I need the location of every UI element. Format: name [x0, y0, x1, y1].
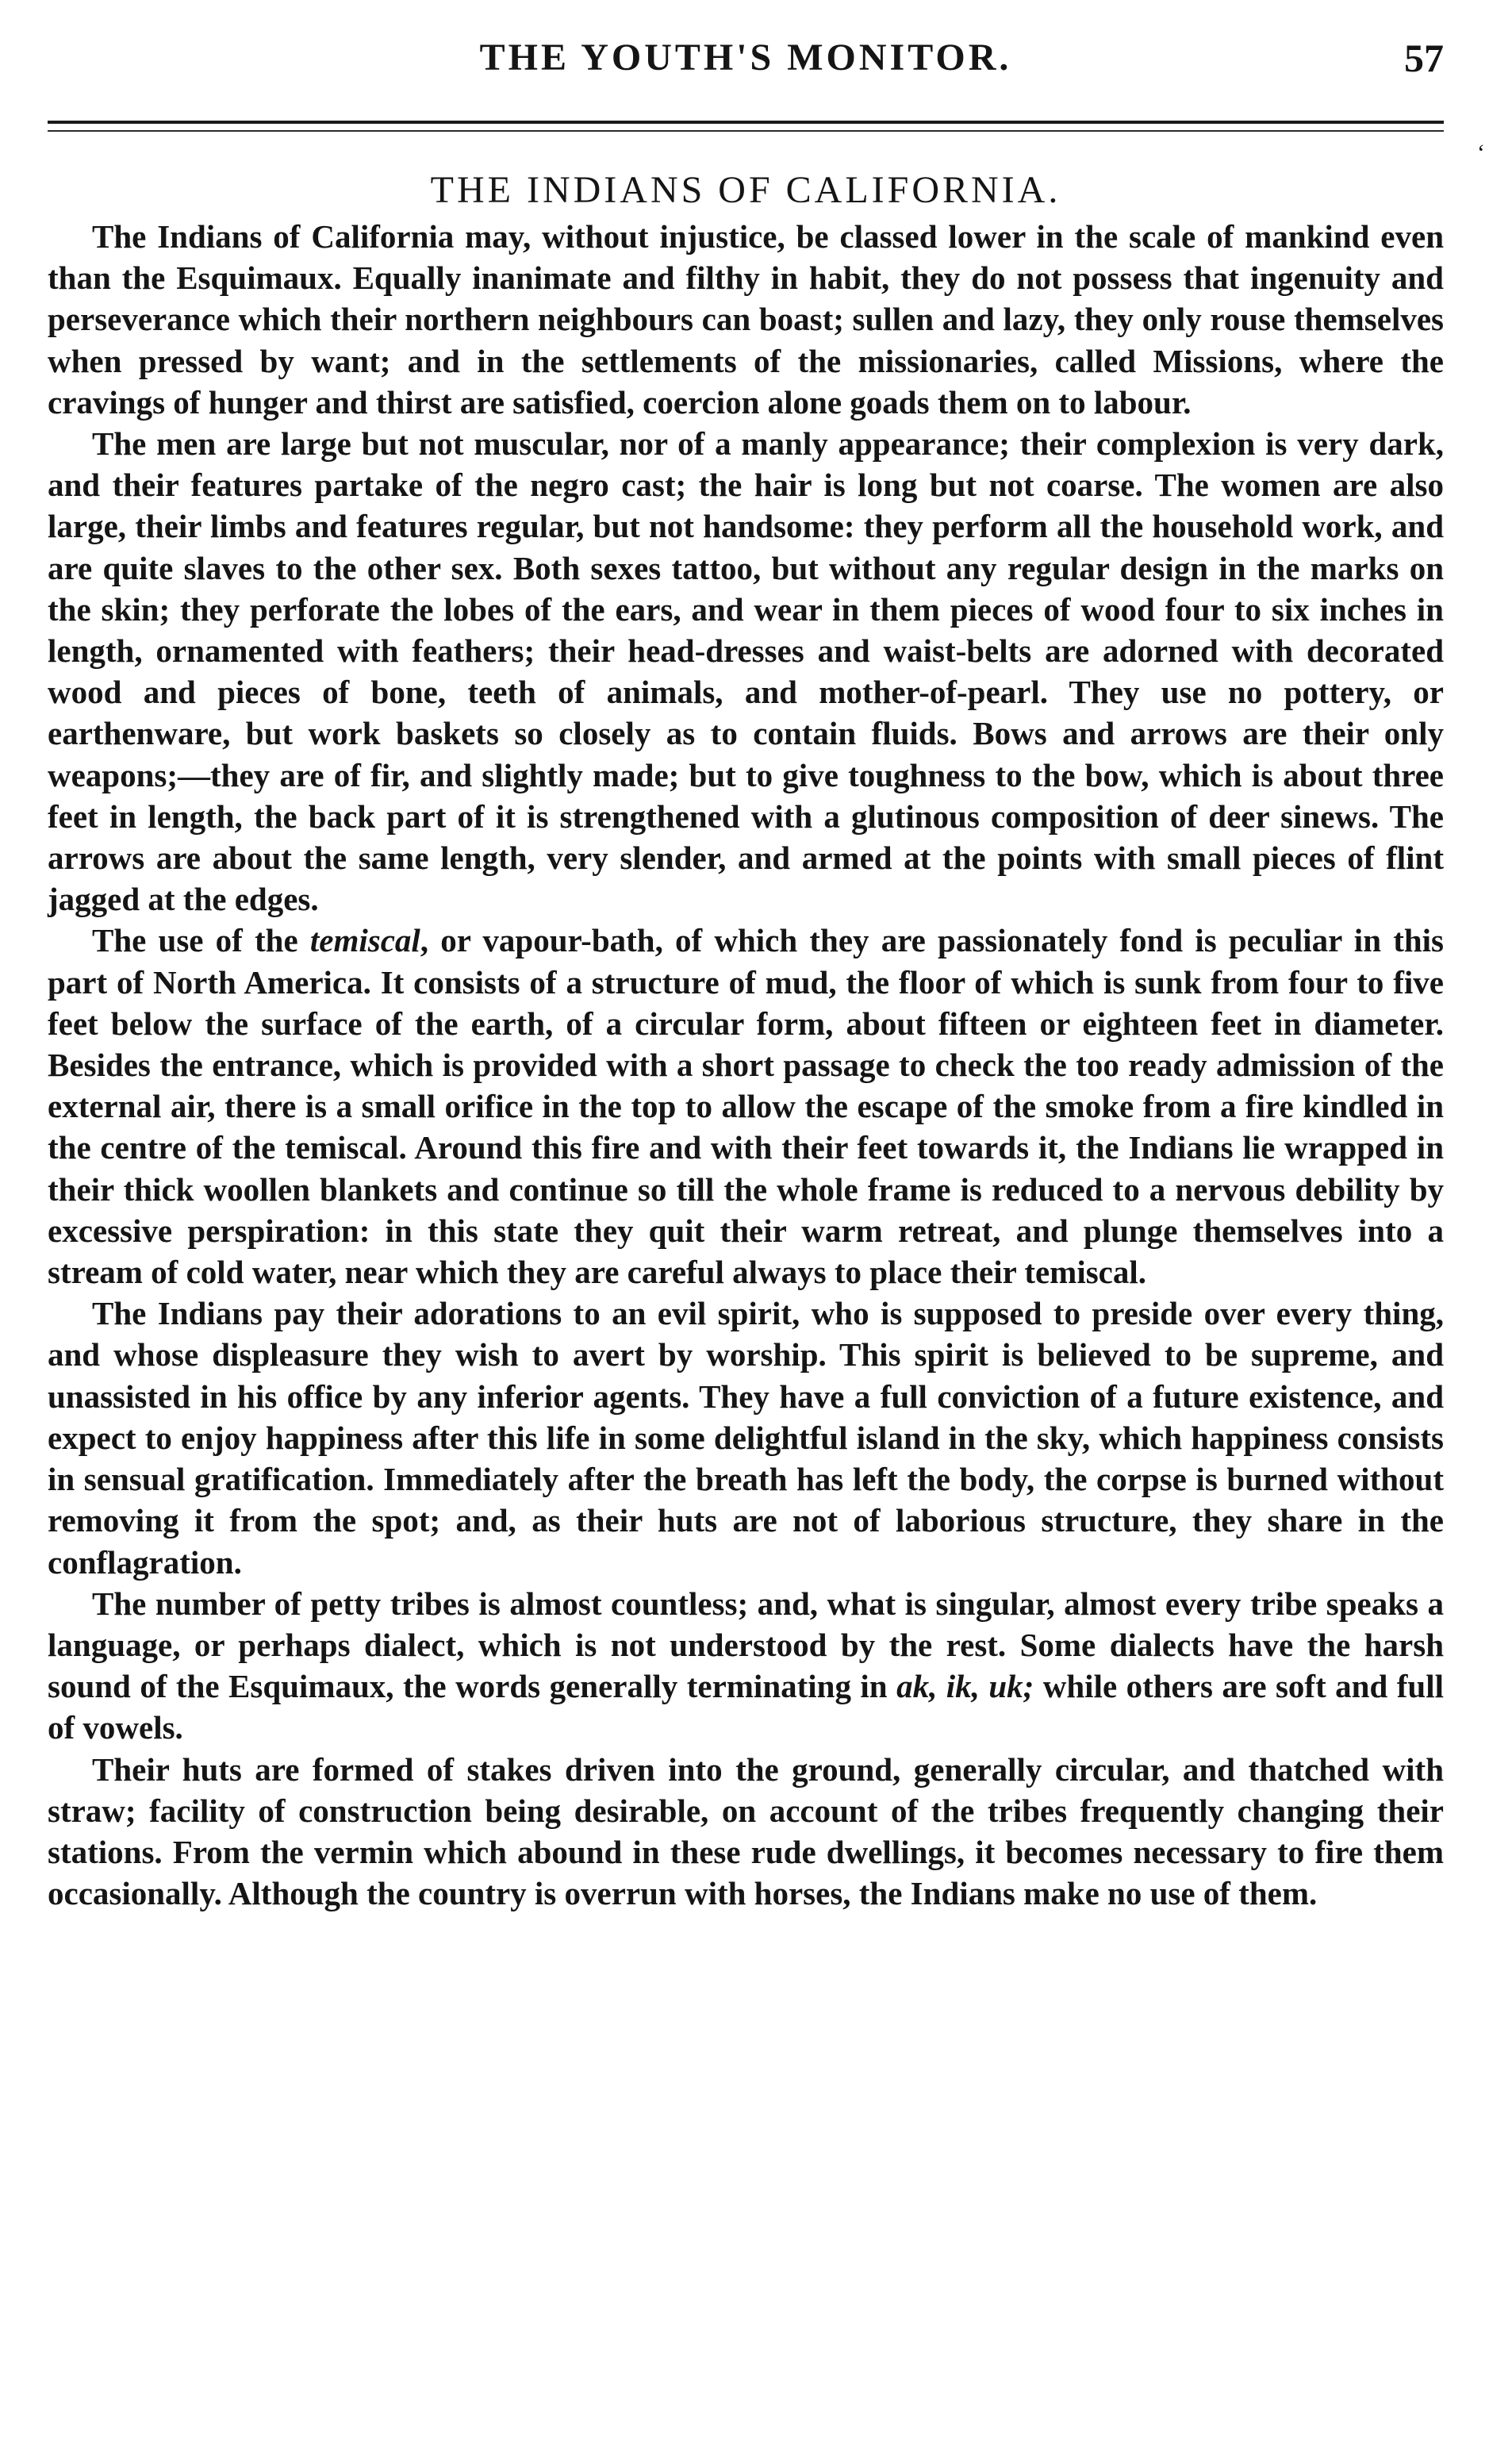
paragraph-tribes	[48, 1583, 1444, 1749]
page-number: 57	[1404, 36, 1444, 80]
paragraph-text: while others are soft and full of vowels.	[48, 1668, 1444, 1746]
paragraph-text: The use of the	[92, 922, 310, 959]
running-title: THE YOUTH'S MONITOR.	[479, 36, 1012, 79]
margin-mark: ‘	[1477, 140, 1485, 166]
italic-term-temiscal: temiscal	[309, 922, 420, 959]
paragraph-text: Their huts are formed of stakes driven into the ground, generally circular, and thatched with straw; facility of construction being desirable, on account of the tribes frequently changing their stations. From the vermin which abound in these rude dwellings, it becomes necessary to fire them occasionally. Although the country is overrun with horses, the Indians make no use of them.	[48, 1750, 1444, 1912]
italic-term-endings: ak, ik, uk;	[896, 1668, 1034, 1705]
header-rule-thin	[48, 130, 1444, 132]
header-rule	[48, 121, 1444, 124]
article-body	[48, 216, 1444, 1914]
paragraph-text: The number of petty tribes is almost countless; and, what is singular, almost every tribe speaks a language, or perhaps dialect, which is not understood by the rest. Some dialects have the harsh sound of the Esquimaux, the words generally terminating in	[48, 1585, 1444, 1705]
article-title: THE INDIANS OF CALIFORNIA.	[430, 169, 1061, 211]
paragraph-text: The Indians of California may, without injustice, be classed lower in the scale of mankind even than the Esquimaux. Equally inanimate and filthy in habit, they do not possess that ingenuity and perseverance which their northern neighbours can boast; sullen and lazy, they only rouse themselves when pressed by want; and in the settlements of the missionaries, called Missions, where the cravings of hunger and thirst are satisfied, coercion alone goads them on to labour.	[48, 218, 1444, 421]
paragraph-text: The Indians pay their adorations to an evil spirit, who is supposed to preside over every thing, and whose displeasure they wish to avert by worship. This spirit is believed to be supreme, and unassisted in his office by any inferior agents. They have a full conviction of a future existence, and expect to enjoy happiness after this life in some delightful island in the sky, which happiness consists in sensual gratification. Immediately after the breath has left the body, the corpse is burned without removing it from the spot; and, as their huts are not of laborious structure, they share in the conflagration.	[48, 1295, 1444, 1581]
paragraph-temiscal	[48, 920, 1444, 1293]
running-header	[48, 30, 1444, 86]
paragraph-text: The men are large but not muscular, nor of a manly appearance; their complexion is very dark, and their features partake of the negro cast; the hair is long but not coarse. The women are also large, their limbs and features regular, but not handsome: they perform all the household work, and are quite slaves to the other sex. Both sexes tattoo, but without any regular design in the marks on the skin; they perforate the lobes of the ears, and wear in them pieces of wood four to six inches in length, ornamented with feathers; their head-dresses and waist-belts are adorned with decorated wood and pieces of bone, teeth of animals, and mother-of-pearl. They use no pottery, or earthenware, but work baskets so closely as to contain fluids. Bows and arrows are their only weapons;—they are of fir, and slightly made; but to give toughness to the bow, which is about three feet in length, the back part of it is strengthened with a glutinous composition of deer sinews. The arrows are about the same length, very slender, and armed at the points with small pieces of flint jagged at the edges.	[48, 425, 1444, 918]
paragraph-missions	[48, 216, 1444, 423]
paragraph-text: , or vapour-bath, of which they are passionately fond is peculiar in this part of North America. It consists of a structure of mud, the floor of which is sunk from four to five feet below the surface of the earth, of a circular form, about fifteen or eighteen feet in diameter. Besides the entrance, which is provided with a short passage to check the too ready admission of the external air, there is a small orifice in the top to allow the escape of the smoke from a fire kindled in the centre of the temiscal. Around this fire and with their feet towards it, the Indians lie wrapped in their thick woollen blankets and continue so till the whole frame is reduced to a nervous debility by excessive perspiration: in this state they quit their warm retreat, and plunge themselves into a stream of cold water, near which they are careful always to place their temiscal.	[48, 922, 1444, 1291]
paragraph-appearance	[48, 423, 1444, 920]
paragraph-huts	[48, 1749, 1444, 1915]
paragraph-religion	[48, 1293, 1444, 1582]
